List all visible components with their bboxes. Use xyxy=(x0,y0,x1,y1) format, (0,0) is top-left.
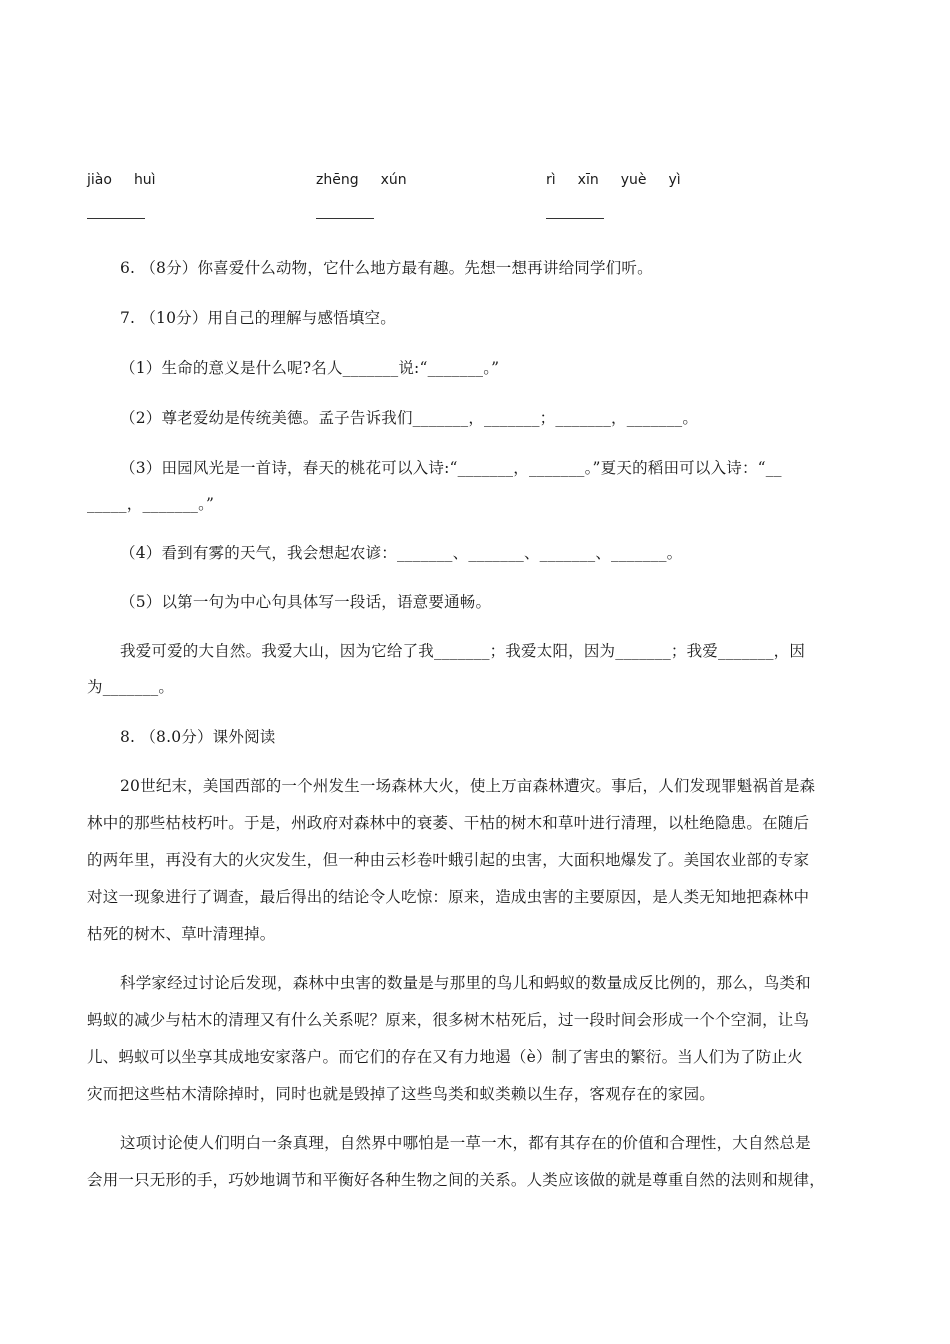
answer-blank-3[interactable] xyxy=(546,218,604,219)
reading-paragraph-1: 20世纪末，美国西部的一个州发生一场森林大火，使上万亩森林遭灾。事后，人们发现罪魁祸首是森 xyxy=(120,777,816,795)
question-7-3-cont: _____，_______。” xyxy=(87,495,215,513)
pinyin-group-3 xyxy=(546,172,703,188)
reading-paragraph-3: 这项讨论使人们明白一条真理，自然界中哪怕是一草一木，都有其存在的价值和合理性，大自然总是 xyxy=(120,1134,811,1152)
pinyin-syllable: xīn xyxy=(577,172,599,188)
pinyin-syllable: xún xyxy=(380,172,407,188)
pinyin-syllable: zhēng xyxy=(316,172,359,188)
reading-paragraph-1-line: 的两年里，再没有大的火灾发生，但一种由云杉卷叶蛾引起的虫害，大面积地爆发了。美国农业部的专家 xyxy=(87,851,810,869)
question-7-5: （5）以第一句为中心句具体写一段话，语意要通畅。 xyxy=(120,593,492,611)
pinyin-group-1 xyxy=(87,172,178,188)
reading-paragraph-2: 科学家经过讨论后发现，森林中虫害的数量是与那里的鸟儿和蚂蚁的数量成反比例的，那么，鸟类和 xyxy=(120,974,811,992)
question-7-5-text: 我爱可爱的大自然。我爱大山，因为它给了我_______；我爱太阳，因为_______；我爱_______，因 xyxy=(120,642,806,660)
question-7-5-text-cont: 为_______。 xyxy=(87,678,175,696)
question-7-2: （2）尊老爱幼是传统美德。孟子告诉我们_______，_______；_______，_______。 xyxy=(120,409,699,427)
pinyin-syllable: jiào xyxy=(87,172,112,188)
pinyin-syllable: huì xyxy=(133,172,156,188)
question-7-4: （4）看到有雾的天气，我会想起农谚：_______、_______、_______、_______。 xyxy=(120,544,683,562)
reading-paragraph-2-line: 蚂蚁的减少与枯木的清理又有什么关系呢？原来，很多树木枯死后，过一段时间会形成一个个空洞，让鸟 xyxy=(87,1011,810,1029)
question-7-1: （1）生命的意义是什么呢?名人_______说:“_______。” xyxy=(120,359,500,377)
reading-paragraph-3-line: 会用一只无形的手，巧妙地调节和平衡好各种生物之间的关系。人类应该做的就是尊重自然的法则和规律， xyxy=(87,1171,825,1189)
reading-paragraph-1-line: 枯死的树木、草叶清理掉。 xyxy=(87,925,276,943)
question-8: 8. （8.0分）课外阅读 xyxy=(120,728,276,746)
question-6: 6. （8分）你喜爱什么动物，它什么地方最有趣。先想一想再讲给同学们听。 xyxy=(120,259,653,277)
pinyin-syllable: rì xyxy=(546,172,556,188)
reading-paragraph-2-line: 灾而把这些枯木清除掉时，同时也就是毁掉了这些鸟类和蚁类赖以生存，客观存在的家园。 xyxy=(87,1085,716,1103)
question-7: 7. （10分）用自己的理解与感悟填空。 xyxy=(120,309,396,327)
reading-paragraph-1-line: 对这一现象进行了调查，最后得出的结论令人吃惊：原来，造成虫害的主要原因，是人类无知地把森林中 xyxy=(87,888,810,906)
pinyin-syllable: yuè xyxy=(620,172,647,188)
pinyin-syllable: yì xyxy=(668,172,681,188)
question-7-3: （3）田园风光是一首诗，春天的桃花可以入诗:“_______，_______。”夏天的稻田可以入诗：“__ xyxy=(120,459,782,477)
pinyin-group-2 xyxy=(316,172,429,188)
answer-blank-2[interactable] xyxy=(316,218,374,219)
reading-paragraph-2-line: 儿、蚂蚁可以坐享其成地安家落户。而它们的存在又有力地遏（è）制了害虫的繁衍。当人们为了防止火 xyxy=(87,1048,803,1066)
answer-blank-1[interactable] xyxy=(87,218,145,219)
reading-paragraph-1-line: 林中的那些枯枝朽叶。于是，州政府对森林中的衰萎、干枯的树木和草叶进行清理，以杜绝隐患。在随后 xyxy=(87,814,810,832)
